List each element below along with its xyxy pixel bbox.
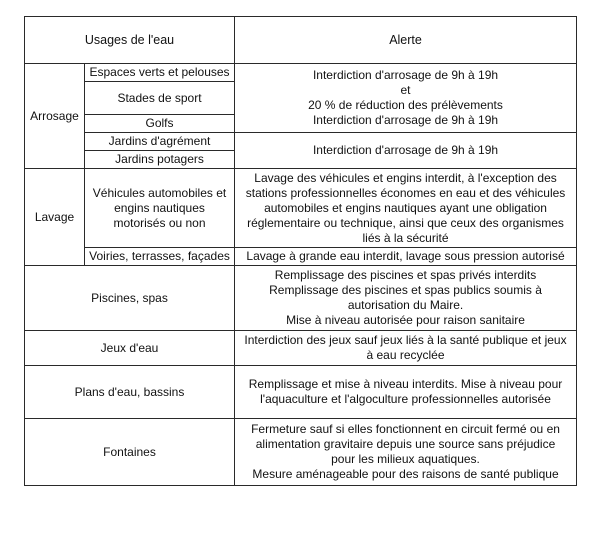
arrosage-item-jardins-potagers: Jardins potagers: [85, 151, 235, 169]
lavage-voiries: Voiries, terrasses, façades: [85, 248, 235, 266]
lavage-vehicules: Véhicules automobiles et engins nautiques motorisés ou non: [85, 169, 235, 248]
arrosage-item-golfs: Golfs: [85, 115, 235, 133]
plans-label: Plans d'eau, bassins: [25, 366, 235, 419]
fontaines-alert-line: alimentation gravitaire depuis une source sans préjudice: [255, 437, 556, 451]
arrosage-label: Arrosage: [25, 64, 85, 169]
fontaines-alert-line: pour les milieux aquatiques.: [331, 452, 480, 466]
table-row: [25, 366, 577, 419]
plans-alert-line: l'aquaculture et l'algoculture professionnelles autorisée: [260, 392, 551, 406]
piscines-alert-line: autorisation du Maire.: [347, 298, 464, 312]
piscines-alert: [235, 266, 577, 331]
table-row: [25, 419, 577, 486]
arrosage-item-espaces-verts: Espaces verts et pelouses: [85, 64, 235, 82]
lavage-alert-line: liés à la sécurité: [362, 230, 449, 245]
water-restrictions-table: [24, 16, 577, 486]
jeux-alert-line: Interdiction des jeux sauf jeux liés à la santé publique et jeux: [244, 333, 567, 347]
jeux-alert-line: à eau recyclée: [366, 348, 445, 362]
arrosage-item-jardins-agrement: Jardins d'agrément: [85, 133, 235, 151]
lavage-alert-line: réglementaire ou technique, ainsi que ceux des organismes: [247, 215, 564, 230]
fontaines-alert: [235, 419, 577, 486]
arrosage-alert-line: et: [400, 83, 411, 97]
table-row: [25, 64, 577, 82]
table-row: [25, 248, 577, 266]
header-usages: Usages de l'eau: [25, 17, 235, 64]
table-row: [25, 169, 577, 248]
arrosage-alert-line: Interdiction d'arrosage de 9h à 19h: [312, 68, 499, 82]
lavage-vehicules-alert: [235, 169, 577, 248]
lavage-label: Lavage: [25, 169, 85, 266]
arrosage-alert-group2: Interdiction d'arrosage de 9h à 19h: [235, 133, 577, 169]
arrosage-alert-line: Interdiction d'arrosage de 9h à 19h: [312, 113, 499, 127]
piscines-alert-line: Remplissage des piscines et spas publics soumis à: [269, 283, 542, 297]
plans-alert-line: Remplissage et mise à niveau interdits. Mise à niveau pour: [248, 377, 563, 391]
plans-alert: [235, 366, 577, 419]
piscines-label: Piscines, spas: [25, 266, 235, 331]
jeux-alert: [235, 331, 577, 366]
table-row: [25, 331, 577, 366]
fontaines-label: Fontaines: [25, 419, 235, 486]
lavage-alert-line: Lavage des véhicules et engins interdit, à l'exception des: [254, 170, 557, 185]
piscines-alert-line: Remplissage des piscines et spas privés interdits: [274, 268, 537, 282]
piscines-alert-line: Mise à niveau autorisée pour raison sanitaire: [286, 313, 525, 327]
lavage-alert-line: stations professionnelles économes en eau et des véhicules: [245, 185, 566, 200]
lavage-voiries-alert: Lavage à grande eau interdit, lavage sous pression autorisé: [235, 248, 577, 266]
arrosage-alert-line: 20 % de réduction des prélèvements: [308, 98, 503, 112]
fontaines-alert-line: Mesure aménageable pour des raisons de santé publique: [252, 467, 559, 481]
lavage-alert-line: automobiles et engins nautiques ayant une obligation: [264, 200, 547, 215]
header-alerte: Alerte: [235, 17, 577, 64]
jeux-label: Jeux d'eau: [25, 331, 235, 366]
arrosage-alert-group1: [235, 64, 577, 133]
table-header-row: [25, 17, 577, 64]
table-row: [25, 266, 577, 331]
arrosage-item-stades: Stades de sport: [85, 82, 235, 115]
table-row: [25, 133, 577, 151]
fontaines-alert-line: Fermeture sauf si elles fonctionnent en circuit fermé ou en: [251, 422, 560, 436]
